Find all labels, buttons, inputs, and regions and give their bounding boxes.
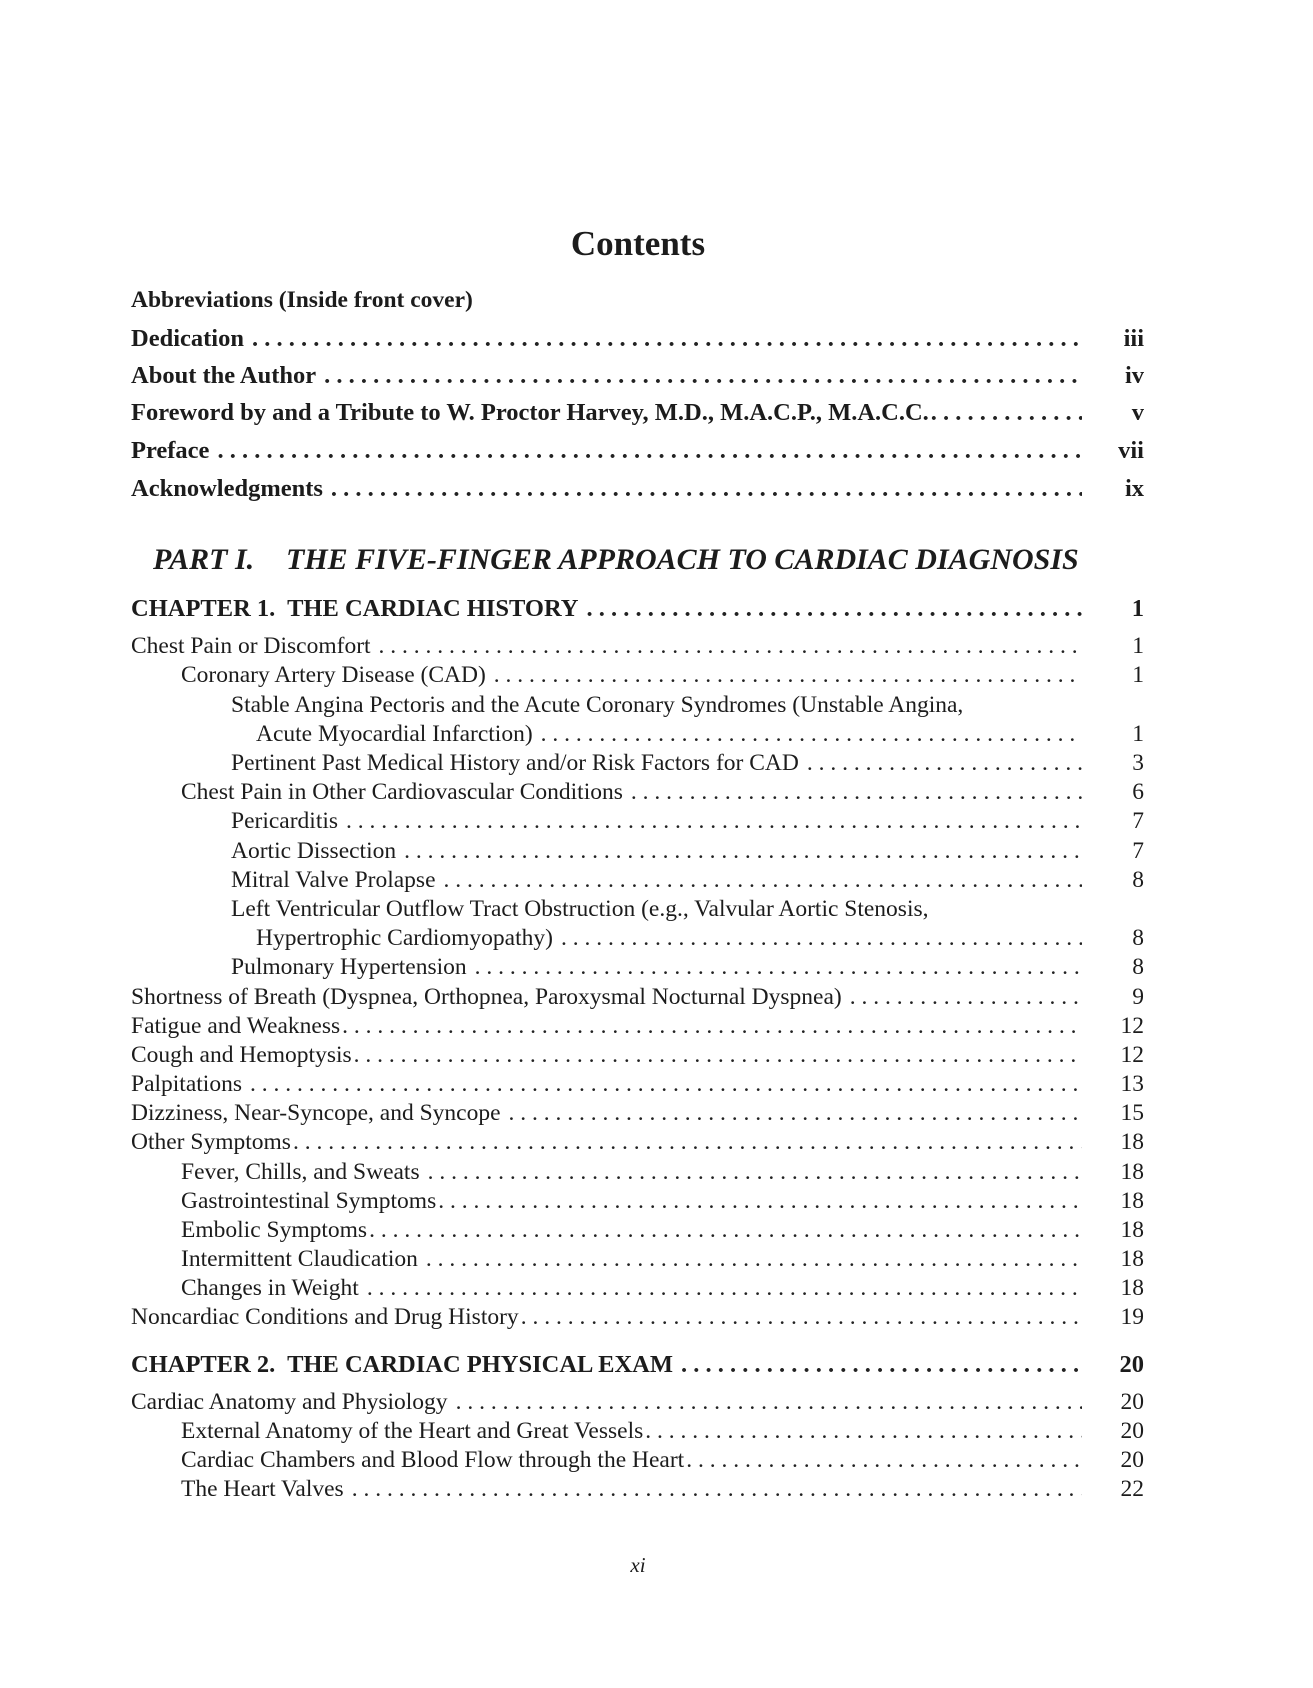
toc-entry-label: Cardiac Anatomy and Physiology bbox=[131, 1389, 448, 1415]
part-number: PART I. bbox=[153, 543, 255, 576]
toc-entry[interactable] bbox=[231, 808, 1144, 837]
toc-page-number: 7 bbox=[1132, 838, 1144, 864]
toc-page-number: 20 bbox=[1119, 1351, 1144, 1378]
dot-leader bbox=[354, 1042, 1082, 1069]
toc-entry[interactable] bbox=[131, 1129, 1144, 1158]
dot-leader bbox=[331, 475, 1082, 503]
dot-leader bbox=[352, 1476, 1082, 1503]
dot-leader bbox=[509, 1100, 1082, 1127]
toc-entry-label: Embolic Symptoms bbox=[181, 1217, 368, 1243]
toc-page-number: 7 bbox=[1132, 808, 1144, 834]
dot-leader bbox=[293, 1129, 1082, 1156]
toc-entry-label: Acknowledgments bbox=[131, 475, 323, 502]
toc-entry[interactable] bbox=[131, 1389, 1144, 1418]
toc-page-number: 12 bbox=[1120, 1042, 1144, 1068]
dot-leader bbox=[369, 1217, 1082, 1244]
toc-page-number: 6 bbox=[1132, 779, 1144, 805]
toc-page-number: 8 bbox=[1132, 954, 1144, 980]
toc-entry[interactable] bbox=[181, 1246, 1144, 1275]
toc-entry-label: Fatigue and Weakness bbox=[131, 1013, 341, 1039]
toc-page-number: v bbox=[1131, 399, 1144, 426]
toc-page-number: 22 bbox=[1120, 1476, 1144, 1502]
toc-page-number: 8 bbox=[1132, 867, 1144, 893]
toc-page-number: 9 bbox=[1132, 984, 1144, 1010]
toc-page-number: 20 bbox=[1120, 1418, 1144, 1444]
dot-leader bbox=[686, 1447, 1082, 1474]
toc-entry-label: Acute Myocardial Infarction) bbox=[256, 721, 533, 747]
toc-entry[interactable] bbox=[131, 1100, 1144, 1129]
chapter-title: CHAPTER 2. THE CARDIAC PHYSICAL EXAM bbox=[131, 1351, 674, 1378]
toc-entry[interactable] bbox=[181, 1188, 1144, 1217]
toc-page-number: 20 bbox=[1120, 1389, 1144, 1415]
toc-entry-label: The Heart Valves bbox=[181, 1476, 344, 1502]
dot-leader bbox=[367, 1275, 1082, 1302]
toc-entry-label: Preface bbox=[131, 437, 210, 464]
toc-entry-abbreviations[interactable]: Abbreviations (Inside front cover) bbox=[131, 287, 473, 313]
toc-entry[interactable] bbox=[181, 1476, 1144, 1505]
toc-page-number: iii bbox=[1123, 325, 1144, 352]
toc-entry[interactable] bbox=[231, 867, 1144, 896]
toc-page-number: iv bbox=[1124, 362, 1144, 389]
toc-entry-label: Chest Pain or Discomfort bbox=[131, 633, 371, 659]
toc-entry-label: Dizziness, Near-Syncope, and Syncope bbox=[131, 1100, 501, 1126]
toc-entry-label: External Anatomy of the Heart and Great Vessels bbox=[181, 1418, 644, 1444]
toc-page-number: 13 bbox=[1120, 1071, 1144, 1097]
dot-leader bbox=[444, 867, 1082, 894]
toc-entry-label: Foreword by and a Tribute to W. Proctor Harvey, M.D., M.A.C.P., M.A.C.C. bbox=[131, 399, 929, 426]
toc-entry-label: Palpitations bbox=[131, 1071, 242, 1097]
dot-leader bbox=[475, 954, 1082, 981]
toc-entry[interactable] bbox=[181, 1275, 1144, 1304]
dot-leader bbox=[438, 1188, 1082, 1215]
toc-entry-label: Aortic Dissection bbox=[231, 838, 397, 864]
toc-page-number: 1 bbox=[1132, 662, 1144, 688]
page-number-footer: xi bbox=[630, 1553, 646, 1577]
toc-entry-acknowledgments[interactable] bbox=[131, 475, 1144, 504]
toc-entry-label: Hypertrophic Cardiomyopathy) bbox=[256, 925, 553, 951]
toc-entry[interactable] bbox=[231, 838, 1144, 867]
toc-entry-label: Coronary Artery Disease (CAD) bbox=[181, 662, 486, 688]
toc-entry-label: Shortness of Breath (Dyspnea, Orthopnea, Paroxysmal Nocturnal Dyspnea) bbox=[131, 984, 842, 1010]
page-title: Contents bbox=[570, 224, 706, 263]
dot-leader bbox=[404, 838, 1082, 865]
toc-page-number: 18 bbox=[1120, 1188, 1144, 1214]
toc-page-number: 8 bbox=[1132, 925, 1144, 951]
toc-entry-label: Intermittent Claudication bbox=[181, 1246, 418, 1272]
dot-leader bbox=[681, 1351, 1082, 1379]
toc-entry[interactable]: Left Ventricular Outflow Tract Obstruction (e.g., Valvular Aortic Stenosis, bbox=[231, 896, 929, 922]
part-title: THE FIVE-FINGER APPROACH TO CARDIAC DIAGNOSIS bbox=[286, 543, 1079, 576]
toc-entry-continuation[interactable] bbox=[256, 925, 1144, 954]
toc-entry-label: Other Symptoms bbox=[131, 1129, 291, 1155]
toc-entry-label: Pertinent Past Medical History and/or Risk Factors for CAD bbox=[231, 750, 799, 776]
toc-page-number: 1 bbox=[1132, 633, 1144, 659]
dot-leader bbox=[426, 1246, 1082, 1273]
toc-page-number: 20 bbox=[1120, 1447, 1144, 1473]
chapter-title: CHAPTER 1. THE CARDIAC HISTORY bbox=[131, 595, 579, 622]
toc-page-number: 12 bbox=[1120, 1013, 1144, 1039]
toc-entry[interactable] bbox=[231, 750, 1144, 779]
toc-entry-label: About the Author bbox=[131, 362, 317, 389]
toc-entry-label: Gastrointestinal Symptoms bbox=[181, 1188, 437, 1214]
toc-entry[interactable] bbox=[131, 1071, 1144, 1100]
toc-entry-label: Pulmonary Hypertension bbox=[231, 954, 467, 980]
dot-leader bbox=[324, 362, 1082, 390]
toc-entry[interactable] bbox=[231, 954, 1144, 983]
dot-leader bbox=[217, 437, 1082, 465]
dot-leader bbox=[541, 721, 1082, 748]
toc-entry-label: Cough and Hemoptysis bbox=[131, 1042, 352, 1068]
toc-entry[interactable] bbox=[131, 1042, 1144, 1071]
dot-leader bbox=[346, 808, 1082, 835]
dot-leader bbox=[561, 925, 1082, 952]
toc-entry-label: Noncardiac Conditions and Drug History bbox=[131, 1304, 519, 1330]
toc-entry-foreword[interactable] bbox=[131, 399, 1144, 428]
dot-leader bbox=[379, 633, 1082, 660]
toc-entry[interactable] bbox=[181, 662, 1144, 691]
dot-leader bbox=[521, 1304, 1082, 1331]
toc-page-number: 1 bbox=[1132, 721, 1144, 747]
toc-page-number: 15 bbox=[1120, 1100, 1144, 1126]
toc-entry-label: Fever, Chills, and Sweats bbox=[181, 1159, 420, 1185]
toc-entry-label: Changes in Weight bbox=[181, 1275, 359, 1301]
toc-entry[interactable] bbox=[181, 1159, 1144, 1188]
toc-page-number: 18 bbox=[1120, 1159, 1144, 1185]
toc-page-number: vii bbox=[1118, 437, 1144, 464]
dot-leader bbox=[931, 399, 1082, 427]
toc-entry-continuation[interactable] bbox=[256, 721, 1144, 750]
dot-leader bbox=[252, 325, 1082, 353]
toc-entry[interactable] bbox=[181, 1447, 1144, 1476]
toc-page-number: 18 bbox=[1120, 1246, 1144, 1272]
toc-entry-label: Cardiac Chambers and Blood Flow through the Heart bbox=[181, 1447, 685, 1473]
part-heading bbox=[153, 543, 1079, 577]
toc-entry[interactable] bbox=[131, 1013, 1144, 1042]
toc-chapter-1[interactable] bbox=[131, 595, 1144, 624]
toc-chapter-2[interactable] bbox=[131, 1351, 1144, 1380]
dot-leader bbox=[342, 1013, 1082, 1040]
toc-entry-label: Pericarditis bbox=[231, 808, 339, 834]
dot-leader bbox=[428, 1159, 1082, 1186]
toc-entry[interactable] bbox=[131, 1304, 1144, 1333]
toc-entry-dedication[interactable] bbox=[131, 325, 1144, 354]
dot-leader bbox=[850, 984, 1082, 1011]
dot-leader bbox=[631, 779, 1082, 806]
toc-entry-label: Mitral Valve Prolapse bbox=[231, 867, 436, 893]
dot-leader bbox=[807, 750, 1082, 777]
dot-leader bbox=[645, 1418, 1082, 1445]
toc-entry[interactable]: Stable Angina Pectoris and the Acute Coronary Syndromes (Unstable Angina, bbox=[231, 692, 964, 718]
toc-page-number: 1 bbox=[1131, 595, 1144, 622]
toc-entry[interactable] bbox=[181, 1418, 1144, 1447]
toc-page-number: 3 bbox=[1132, 750, 1144, 776]
toc-page-number: ix bbox=[1124, 475, 1144, 502]
dot-leader bbox=[586, 595, 1082, 623]
toc-entry-label: Dedication bbox=[131, 325, 244, 352]
toc-entry[interactable] bbox=[181, 1217, 1144, 1246]
toc-entry[interactable] bbox=[131, 984, 1144, 1013]
toc-entry-preface[interactable] bbox=[131, 437, 1144, 466]
toc-page-number: 19 bbox=[1120, 1304, 1144, 1330]
toc-page-number: 18 bbox=[1120, 1129, 1144, 1155]
toc-entry[interactable] bbox=[181, 779, 1144, 808]
toc-page-number: 18 bbox=[1120, 1217, 1144, 1243]
dot-leader bbox=[456, 1389, 1082, 1416]
dot-leader bbox=[494, 662, 1082, 689]
toc-entry-label: Chest Pain in Other Cardiovascular Conditions bbox=[181, 779, 623, 805]
dot-leader bbox=[250, 1071, 1082, 1098]
toc-entry-about-the-author[interactable] bbox=[131, 362, 1144, 391]
toc-page-number: 18 bbox=[1120, 1275, 1144, 1301]
toc-entry[interactable] bbox=[131, 633, 1144, 662]
